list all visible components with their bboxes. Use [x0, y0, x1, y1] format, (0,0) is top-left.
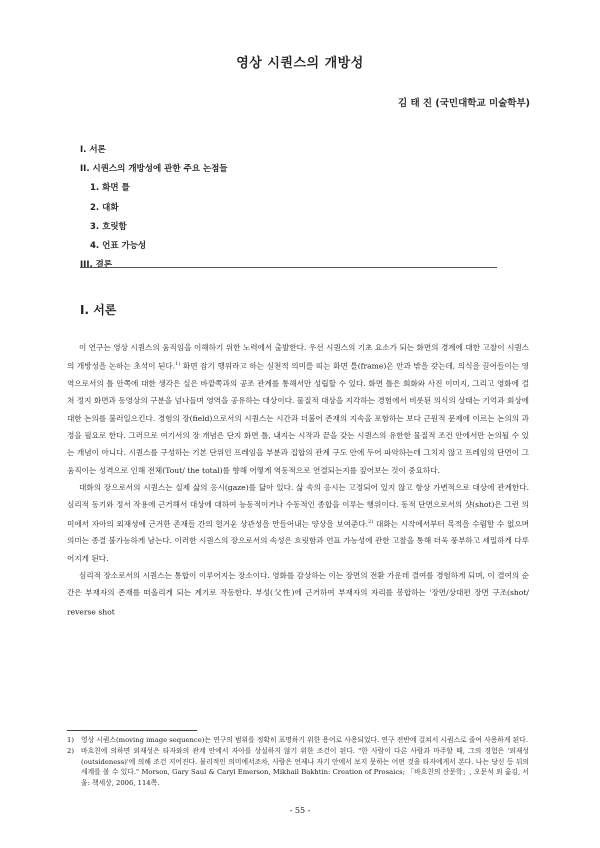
toc-item: II. 시퀀스의 개방성에 관한 주요 논점들 — [80, 164, 228, 175]
paragraph: 이 연구는 영상 시퀀스의 움직임을 이해하기 위한 노력에서 출발한다. 우선 시퀀스의 기초 요소가 되는 화면의 경계에 대한 고찰이 시퀀스의 개방성을 논하는 초석이 된다.$^{1)}$ 화면 잡기 행위라고 하는 실천적 의미를 띠는 화면 틀(frame)은 안과 밖을 갖는데, 의식을 끌어들이는 영역으로서의 틀 안쪽에 대한 생각은 실은 바깥쪽과의 공조 관계를 통해서만 성립할 수 있다. 화면 틀은 회화와 사진 이미지, 그리고 영화에 걸쳐 정지 화면과 동영상의 구분을 넘나들며 영역을 공유하는 대상이다. 물질적 대상을 지각하는 경험에서 비롯된 의식의 상태는 기억과 회상에 대한 논의를 불러일으킨다. 경험의 장(field)으로서의 시퀀스는 시간과 더불어 존재의 지속을 포함하는 보다 근원적 문제에 이르는 논의의 과정을 필요로 한다. 그러므로 여기서의 장 개념은 단지 화면 틀, 내지는 시작과 끝을 갖는 시퀀스의 유한한 물질적 조건 안에서만 논의될 수 있는 개념이 아니다. 시퀀스를 구성하는 기본 단위인 프레임을 부분과 집합의 관계 구도 안에 두어 파악하는데 그치지 않고 프레임의 단면이 그 움직이는 성격으로 인해 전체(Tout/ the total)를 향해 어떻게 역동적으로 연결되는지를 짚어보는 것이 중요하다. — [67, 343, 530, 475]
toc-item: III. 결론 — [80, 260, 113, 271]
footnote-ref: 2) — [368, 518, 374, 525]
section-heading: I. 서론 — [80, 303, 117, 317]
author-line: 김 태 진 (국민대학교 미술학부) — [397, 98, 530, 109]
footnote — [67, 735, 529, 746]
footnote — [67, 746, 529, 789]
footnote-number: 2) — [67, 746, 74, 755]
footnote-divider — [67, 730, 197, 731]
page-number: - 55 - — [289, 806, 311, 815]
paper-title: 영상 시퀀스의 개방성 — [236, 56, 364, 71]
footnote-text: 영상 시퀀스(moving image sequence)는 연구의 범위를 정확히 표명하기 위한 용어로 사용되었다. 연구 전반에 걸쳐서 시퀀스로 줄여 사용하게 된다. — [81, 736, 528, 744]
footnotes — [67, 735, 529, 789]
toc-divider — [80, 267, 497, 268]
footnote-number: 1) — [67, 736, 74, 744]
toc-subitem: 1. 화면 틀 — [90, 183, 130, 194]
toc-subitem: 4. 언표 가능성 — [90, 241, 147, 252]
toc-subitem: 2. 대화 — [90, 202, 119, 213]
paragraph: 대화의 장으로서의 시퀀스는 실제 삶의 응시(gaze)를 닮아 있다. 삶 속의 응시는 고정되어 있지 않고 항상 가변적으로 대상에 관계한다. 심리적 동기와 정서 작용에 근거해서 대상에 대하여 능동적이거나 수동적인 종합을 이루는 행위이다. 동적 단면으로서의 샷(shot)은 그런 의미에서 자아의 외재성에 근거한 존재들 간의 헐거운 상관성을 만들어내는 양상을 보여준다.$^{2)}$ 대화는 시작에서부터 목적을 수립할 수 없으며 의미는 종결 불가능하게 남는다. 이러한 시퀀스의 장으로서의 속성은 흐릿함과 언표 가능성에 관한 고찰을 통해 더욱 풍부하고 세밀하게 다루어지게 된다. — [67, 482, 529, 563]
toc-subitem: 3. 흐릿함 — [90, 221, 127, 232]
table-of-contents — [80, 141, 228, 275]
toc-item: I. 서론 — [80, 145, 106, 155]
footnote-text: 바흐친에 의하면 외재성은 타자와의 관계 안에서 자아를 상설하지 않기 위한 조건이 된다. "한 사람이 다른 사람과 마주할 때, 그의 경험은 '외재성(outsideness)'에 의해 조건 지어진다. 물리적인 의미에서조차, 사람은 언제나 자기 안에서 보지 못하는 어떤 것을 타자에게서 본다. 나는 당신 등 뒤의 세계를 볼 수 있다." Morson, Gary Saul & Caryl Emerson, Mikhail Bakhtin: Creation of Prosaics; 「바흐친의 산문학」, 오문석 외 옮김, 서울: 책세상, 2006, 114쪽. — [81, 746, 529, 788]
paragraph: 심리적 장소로서의 시퀀스는 통합이 이루어지는 장소이다. 영화를 감상하는 이는 장면의 전환 가운데 결여를 경험하게 되며, 이 결여의 순간은 부재자의 존재를 떠올리게 되는 계기로 작동한다. 부성(父性)에 근거하여 부재자의 자리를 봉합하는 '장면/상대편 장면 구조(shot/ reverse shot — [67, 570, 530, 617]
body-text — [67, 339, 529, 620]
footnote-ref: 1) — [175, 361, 181, 368]
